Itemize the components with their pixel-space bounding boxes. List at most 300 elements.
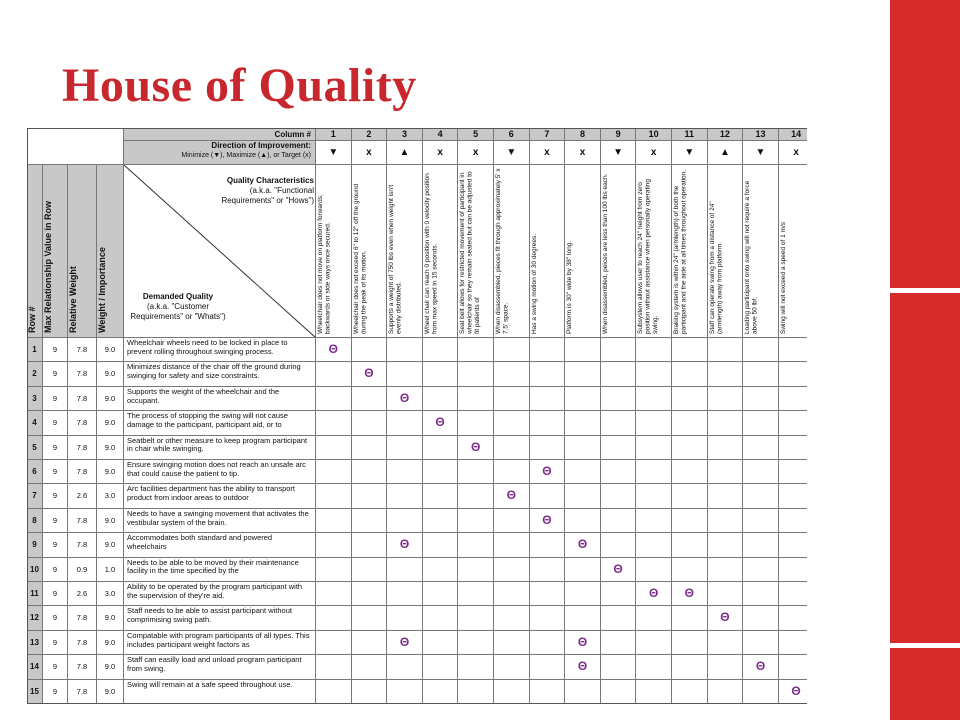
column-number: 10 [636,128,672,141]
relationship-empty-cell [743,338,779,362]
relationship-empty-cell [636,606,672,630]
relative-weight: 7.8 [68,655,97,679]
strong-relationship-icon: Θ [399,390,410,405]
quality-characteristic-13 [743,165,779,338]
quality-characteristic-text: Wheelchair does not exceed 6" to 12" off the ground during the peak of its motion. [352,183,368,334]
relationship-empty-cell [352,606,388,630]
relationship-empty-cell [458,558,494,582]
strong-relationship-icon: Θ [577,659,588,674]
relationship-empty-cell [708,460,744,484]
relationship-empty-cell [743,606,779,630]
relationship-empty-cell [458,533,494,557]
relationship-empty-cell [636,362,672,386]
quality-characteristic-7 [530,165,566,338]
house-of-quality-matrix [27,128,807,705]
relationship-empty-cell [779,362,807,386]
direction-symbol: x [779,141,807,165]
row-number: 1 [27,338,43,362]
relationship-empty-cell [601,606,637,630]
relationship-empty-cell [423,655,459,679]
relationship-empty-cell [601,680,637,704]
quality-characteristic-text: Has a swing motion of 30 degrees. [530,233,538,334]
accent-divider [890,643,960,648]
strong-relationship-icon: Θ [577,537,588,552]
relationship-empty-cell [601,362,637,386]
relationship-empty-cell [636,387,672,411]
row-number: 8 [27,509,43,533]
row-number: 11 [27,582,43,606]
strong-relationship-icon: Θ [506,488,516,503]
direction-symbol: x [530,141,566,165]
relationship-empty-cell [530,436,566,460]
relationship-strong-cell [423,411,459,435]
relationship-empty-cell [672,362,708,386]
relative-weight: 7.8 [68,338,97,362]
weight-importance: 9.0 [97,338,124,362]
demanded-quality-text: Swing will remain at a safe speed throughout use. [124,680,316,704]
relationship-strong-cell [743,655,779,679]
direction-symbol: ▼ [316,141,352,165]
relative-weight: 7.8 [68,362,97,386]
relationship-empty-cell [316,509,352,533]
relationship-empty-cell [601,655,637,679]
relationship-empty-cell [601,411,637,435]
left-header-label: Weight / Importance [97,247,107,333]
relationship-empty-cell [672,387,708,411]
column-number: 14 [779,128,807,141]
max-relationship-value: 9 [43,533,68,557]
relationship-empty-cell [530,631,566,655]
quality-characteristic-text: Wheel chair can reach 0 position with 0 velocity position from max speed in 15 seconds. [423,173,439,334]
column-number: 4 [423,128,459,141]
direction-symbol: ▼ [672,141,708,165]
relationship-empty-cell [316,533,352,557]
relationship-empty-cell [565,680,601,704]
relationship-empty-cell [352,655,388,679]
left-header-3 [97,165,124,338]
left-header-label: Relative Weight [68,266,78,333]
demanded-quality-text: Compatable with program participants of all types. This includes participant weight factors as [124,631,316,655]
row-number: 12 [27,606,43,630]
strong-relationship-icon: Θ [649,586,659,600]
strong-relationship-icon: Θ [755,659,766,674]
relationship-empty-cell [743,631,779,655]
relationship-empty-cell [316,387,352,411]
relationship-empty-cell [672,411,708,435]
relationship-empty-cell [636,509,672,533]
relationship-empty-cell [779,533,807,557]
max-relationship-value: 9 [43,387,68,411]
relationship-empty-cell [316,655,352,679]
relationship-empty-cell [708,411,744,435]
relationship-empty-cell [423,680,459,704]
quality-characteristic-6 [494,165,530,338]
relationship-empty-cell [423,338,459,362]
relationship-empty-cell [708,655,744,679]
relationship-empty-cell [316,558,352,582]
blank-corner [27,128,124,165]
relationship-empty-cell [708,387,744,411]
quality-characteristic-text: Staff can operate swing from a distance of 24" (armlength) away from platform. [708,201,724,334]
relative-weight: 7.8 [68,631,97,655]
relationship-empty-cell [565,362,601,386]
relative-weight: 2.6 [68,484,97,508]
relationship-empty-cell [458,582,494,606]
quality-characteristic-text: When disassembled, pieces fit through approximately 5' x 7.5' space. [495,168,510,334]
relationship-empty-cell [494,680,530,704]
weight-importance: 9.0 [97,362,124,386]
relationship-empty-cell [387,338,423,362]
relationship-empty-cell [352,484,388,508]
relationship-empty-cell [708,436,744,460]
weight-importance: 9.0 [97,606,124,630]
demanded-quality-text: Ensure swinging motion does not reach an unsafe arc that could cause the patient to tip. [124,460,316,484]
column-number-label: Column # [124,128,316,141]
strong-relationship-icon: Θ [613,561,623,576]
relationship-empty-cell [387,606,423,630]
relationship-empty-cell [708,362,744,386]
strong-relationship-icon: Θ [328,342,338,356]
relationship-empty-cell [565,436,601,460]
left-header-2 [68,165,97,338]
max-relationship-value: 9 [43,460,68,484]
relationship-empty-cell [387,362,423,386]
relationship-empty-cell [636,631,672,655]
demanded-quality-text: Wheelchair wheels need to be locked in place to prevent rolling throughout swinging process. [124,338,316,362]
quality-characteristic-text: Wheelchair does not move on platform forwards, backwards or side ways once secured. [317,194,332,334]
relationship-strong-cell [458,436,494,460]
relationship-empty-cell [708,484,744,508]
relationship-empty-cell [708,680,744,704]
demanded-quality-text: Supports the weight of the wheelchair and the occupant. [124,387,316,411]
relationship-strong-cell [387,387,423,411]
demanded-quality-text: Minimizes distance of the chair off the ground during swinging for safety and size constraints. [124,362,316,386]
relationship-empty-cell [458,631,494,655]
column-number: 7 [530,128,566,141]
row-number: 3 [27,387,43,411]
quality-characteristic-4 [423,165,459,338]
column-number: 2 [352,128,388,141]
quality-characteristics-label [196,176,314,206]
relationship-empty-cell [352,582,388,606]
max-relationship-value: 9 [43,631,68,655]
relationship-strong-cell [708,606,744,630]
relationship-empty-cell [565,411,601,435]
relationship-strong-cell [779,680,807,704]
weight-importance: 9.0 [97,680,124,704]
strong-relationship-icon: Θ [720,610,730,625]
strong-relationship-icon: Θ [542,464,552,478]
relationship-strong-cell [352,362,388,386]
relationship-empty-cell [636,411,672,435]
direction-symbol: ▼ [494,141,530,165]
column-number: 9 [601,128,637,141]
relationship-empty-cell [779,484,807,508]
relationship-empty-cell [352,509,388,533]
row-number: 14 [27,655,43,679]
relationship-empty-cell [672,533,708,557]
max-relationship-value: 9 [43,655,68,679]
quality-characteristic-2 [352,165,388,338]
relationship-empty-cell [352,338,388,362]
relationship-empty-cell [352,631,388,655]
relationship-empty-cell [494,411,530,435]
demanded-quality-text: Arc facilities department has the ability to transport product from indoor areas to outdoor [124,484,316,508]
relationship-empty-cell [352,411,388,435]
relationship-empty-cell [458,338,494,362]
relationship-empty-cell [601,484,637,508]
row-number: 2 [27,362,43,386]
column-number: 12 [708,128,744,141]
quality-characteristic-8 [565,165,601,338]
relationship-empty-cell [708,533,744,557]
relationship-empty-cell [636,484,672,508]
row-number: 6 [27,460,43,484]
demanded-quality-text: Needs to be able to be moved by their maintenance facility in the time specified by the [124,558,316,582]
dq-subtitle: (a.k.a. "Customer Requirements" or "Whats") [130,302,226,321]
relationship-empty-cell [672,631,708,655]
relationship-empty-cell [494,338,530,362]
relationship-empty-cell [708,558,744,582]
quality-characteristic-1 [316,165,352,338]
strong-relationship-icon: Θ [542,512,552,527]
max-relationship-value: 9 [43,362,68,386]
relationship-empty-cell [494,655,530,679]
relationship-strong-cell [672,582,708,606]
weight-importance: 9.0 [97,509,124,533]
relationship-empty-cell [636,436,672,460]
relationship-empty-cell [530,655,566,679]
direction-symbol: ▲ [387,141,423,165]
relationship-empty-cell [423,460,459,484]
quality-characteristic-5 [458,165,494,338]
quality-characteristic-11 [672,165,708,338]
direction-symbol: ▼ [601,141,637,165]
relationship-empty-cell [387,436,423,460]
relationship-empty-cell [601,533,637,557]
relationship-strong-cell [565,533,601,557]
left-header-0 [27,165,43,338]
column-number: 8 [565,128,601,141]
relationship-empty-cell [494,509,530,533]
strong-relationship-icon: Θ [435,415,445,430]
relationship-empty-cell [743,460,779,484]
relationship-empty-cell [636,460,672,484]
relationship-empty-cell [601,436,637,460]
relationship-empty-cell [458,411,494,435]
relationship-strong-cell [601,558,637,582]
relationship-empty-cell [530,411,566,435]
relative-weight: 7.8 [68,606,97,630]
relationship-empty-cell [458,606,494,630]
relationship-empty-cell [779,655,807,679]
relationship-empty-cell [779,436,807,460]
quality-characteristic-text: Braking system is within 24" (armlength) of both the participant and the aide at all times throughout operation. [673,169,688,334]
relationship-empty-cell [743,533,779,557]
relationship-empty-cell [601,460,637,484]
weight-importance: 9.0 [97,436,124,460]
relative-weight: 7.8 [68,436,97,460]
relationship-empty-cell [494,387,530,411]
quality-characteristic-text: Loading participant onto swing will not require a force above 50 lbf. [744,180,759,334]
relationship-empty-cell [458,655,494,679]
demanded-quality-label [130,292,226,322]
relationship-empty-cell [458,680,494,704]
relationship-empty-cell [672,436,708,460]
dq-title: Demanded Quality [142,292,214,301]
direction-label [124,141,316,165]
direction-symbol: ▲ [708,141,744,165]
relationship-empty-cell [708,582,744,606]
row-number: 7 [27,484,43,508]
direction-symbol: x [565,141,601,165]
relative-weight: 7.8 [68,533,97,557]
relationship-empty-cell [423,558,459,582]
relationship-empty-cell [316,680,352,704]
relationship-empty-cell [387,680,423,704]
direction-symbol: x [458,141,494,165]
quality-characteristic-text: Swing will not exceed a speed of 1 m/s [779,221,787,334]
relationship-empty-cell [565,606,601,630]
quality-characteristic-text: Supports a weight of 750 lbs even when weight isn't evenly distributed. [388,184,403,334]
relationship-empty-cell [636,338,672,362]
row-number: 15 [27,680,43,704]
relationship-empty-cell [530,606,566,630]
weight-importance: 9.0 [97,411,124,435]
relationship-empty-cell [530,582,566,606]
quality-characteristic-text: Seat belt allows for restricted movement of participant in wheelchair so they remain seated but can be adjusted to fit patients of [459,171,482,334]
quality-characteristic-text: Subsystem allows user to reach 24" height from zero position without assistance when personally operating swing. [637,178,660,334]
max-relationship-value: 9 [43,582,68,606]
relationship-empty-cell [636,533,672,557]
relationship-empty-cell [672,680,708,704]
relationship-strong-cell [565,631,601,655]
strong-relationship-icon: Θ [577,634,588,649]
weight-importance: 3.0 [97,484,124,508]
max-relationship-value: 9 [43,411,68,435]
max-relationship-value: 9 [43,509,68,533]
quality-characteristic-3 [387,165,423,338]
relationship-empty-cell [779,460,807,484]
weight-importance: 9.0 [97,460,124,484]
relationship-empty-cell [316,436,352,460]
relationship-empty-cell [601,387,637,411]
relationship-empty-cell [423,509,459,533]
relationship-empty-cell [423,484,459,508]
relationship-empty-cell [672,338,708,362]
relative-weight: 7.8 [68,509,97,533]
quality-characteristic-10 [636,165,672,338]
relationship-empty-cell [743,387,779,411]
relationship-empty-cell [530,680,566,704]
row-number: 4 [27,411,43,435]
relationship-empty-cell [423,387,459,411]
relationship-empty-cell [316,411,352,435]
column-number: 11 [672,128,708,141]
demanded-quality-text: Staff can easilly load and unload program participant from swing. [124,655,316,679]
relationship-empty-cell [601,509,637,533]
accent-sidebar [890,0,960,720]
relationship-empty-cell [779,631,807,655]
relationship-empty-cell [565,509,601,533]
max-relationship-value: 9 [43,558,68,582]
relationship-empty-cell [672,655,708,679]
relationship-empty-cell [423,533,459,557]
demanded-quality-text: The process of stopping the swing will not cause damage to the participant, participant aid, or to [124,411,316,435]
column-number: 6 [494,128,530,141]
relationship-empty-cell [530,338,566,362]
relationship-empty-cell [601,338,637,362]
relationship-strong-cell [565,655,601,679]
strong-relationship-icon: Θ [399,634,410,649]
relationship-empty-cell [672,460,708,484]
relationship-empty-cell [494,362,530,386]
relationship-strong-cell [494,484,530,508]
left-header-label: Max Relationship Value in Row [43,200,53,333]
relationship-empty-cell [458,460,494,484]
relationship-empty-cell [565,484,601,508]
relationship-empty-cell [708,338,744,362]
row-number: 9 [27,533,43,557]
relationship-empty-cell [530,558,566,582]
max-relationship-value: 9 [43,680,68,704]
quality-characteristic-12 [708,165,744,338]
weight-importance: 9.0 [97,387,124,411]
relationship-empty-cell [636,680,672,704]
relationship-empty-cell [458,387,494,411]
slide-title: House of Quality [62,59,417,112]
relationship-empty-cell [743,484,779,508]
demanded-quality-text: Needs to have a swinging movement that activates the vestibular system of the brain. [124,509,316,533]
demanded-quality-text: Staff needs to be able to assist participant without comprimising swing path. [124,606,316,630]
column-number: 5 [458,128,494,141]
weight-importance: 3.0 [97,582,124,606]
relationship-empty-cell [779,582,807,606]
relationship-empty-cell [672,558,708,582]
relationship-empty-cell [387,484,423,508]
relationship-empty-cell [352,460,388,484]
relative-weight: 0.9 [68,558,97,582]
relationship-empty-cell [387,509,423,533]
quality-characteristic-9 [601,165,637,338]
relationship-strong-cell [530,460,566,484]
relationship-empty-cell [352,558,388,582]
relationship-empty-cell [779,509,807,533]
demanded-quality-text: Ability to be operated by the program participant with the supervision of they're aid. [124,582,316,606]
relationship-empty-cell [743,509,779,533]
column-number: 1 [316,128,352,141]
relationship-empty-cell [423,606,459,630]
relationship-empty-cell [530,533,566,557]
relationship-empty-cell [530,484,566,508]
max-relationship-value: 9 [43,484,68,508]
strong-relationship-icon: Θ [684,586,694,600]
relationship-empty-cell [779,387,807,411]
direction-symbol: ▼ [743,141,779,165]
relative-weight: 7.8 [68,680,97,704]
relationship-empty-cell [636,655,672,679]
demanded-quality-text: Accommodates both standard and powered wheelchairs [124,533,316,557]
relationship-empty-cell [565,387,601,411]
relationship-empty-cell [565,338,601,362]
direction-symbol: x [423,141,459,165]
relationship-empty-cell [601,582,637,606]
column-number: 13 [743,128,779,141]
weight-importance: 1.0 [97,558,124,582]
relationship-empty-cell [494,558,530,582]
relationship-empty-cell [458,362,494,386]
relationship-empty-cell [743,411,779,435]
